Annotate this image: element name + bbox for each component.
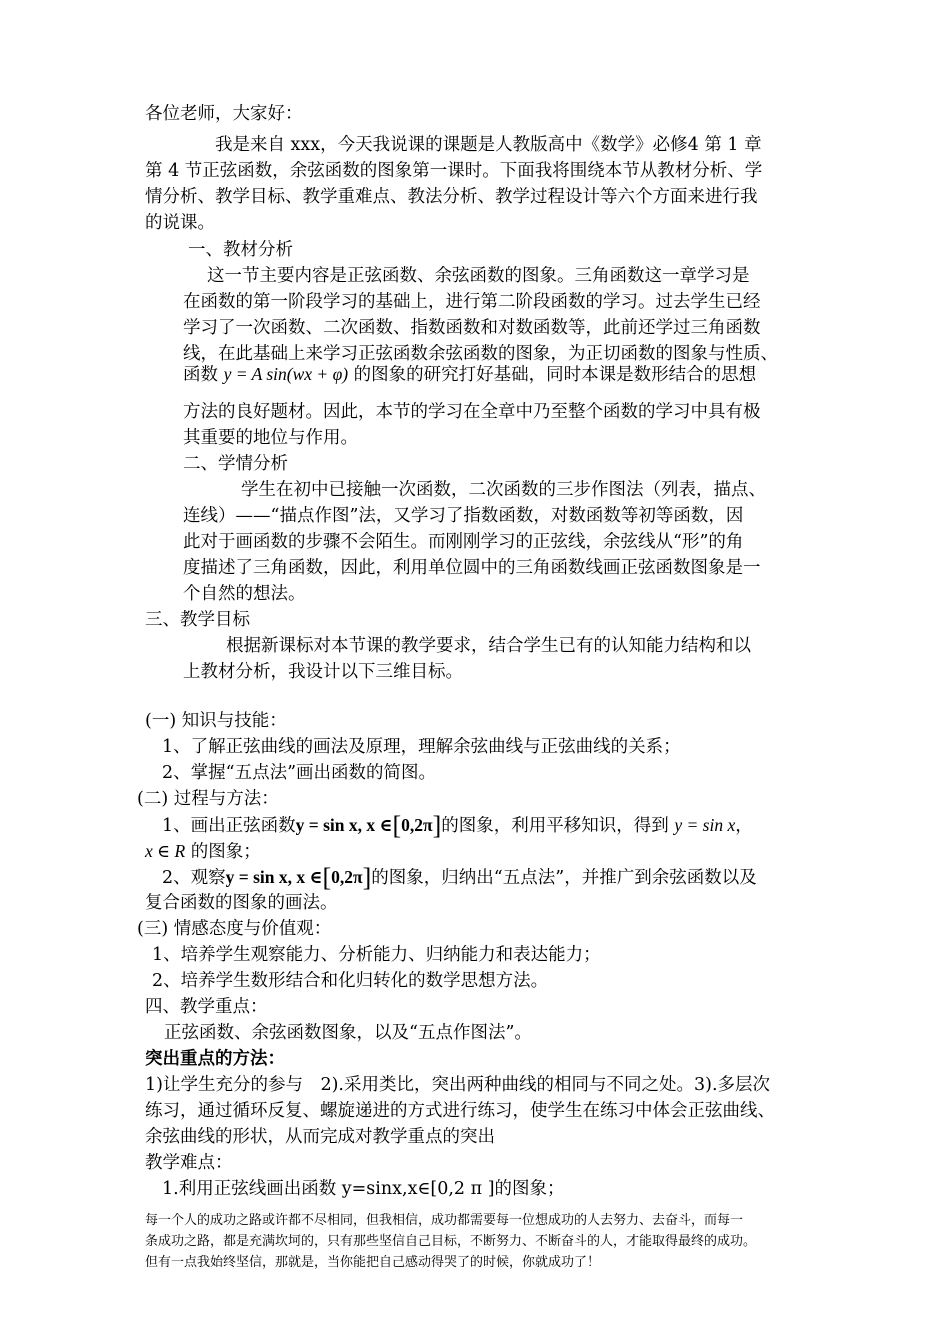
subsection-heading: (一) 知识与技能： — [145, 711, 287, 731]
formula: x ∈ R — [145, 841, 186, 861]
footer-line: 每一个人的成功之路或许都不尽相同，但我相信，成功都需要每一位想成功的人去努力、去奋斗，而每一 — [145, 1213, 744, 1228]
paragraph-line: 其重要的地位与作用。 — [183, 428, 358, 448]
paragraph-line: 连线）——“描点作图”法，又学习了指数函数，对数函数等初等函数，因 — [183, 506, 744, 526]
list-item: 1.利用正弦线画出函数 y=sinx,x∈[0,2 π ]的图象； — [162, 1179, 565, 1199]
paragraph-line: 这一节主要内容是正弦函数、余弦函数的图象。三角函数这一章学习是 — [207, 266, 750, 286]
paragraph-line-with-formula: 函数 y = A sin(wx + φ) 的图象的研究打好基础，同时本课是数形结合的思想 — [183, 364, 757, 385]
intro-line: 的说课。 — [145, 213, 215, 233]
list-item-continuation: 复合函数的图象的画法。 — [145, 893, 338, 913]
interval: 0,2π — [331, 867, 363, 887]
intro-line: 第 4 节正弦函数，余弦函数的图象第一课时。下面我将围绕本节从教材分析、学 — [145, 161, 763, 181]
formula: y = sin x, x ∈ — [295, 815, 393, 835]
paragraph-line: 在函数的第一阶段学习的基础上，进行第二阶段函数的学习。过去学生已经 — [183, 292, 761, 312]
list-item: 2、掌握“五点法”画出函数的简图。 — [162, 763, 437, 783]
paragraph-line: 余弦曲线的形状，从而完成对教学重点的突出 — [145, 1127, 495, 1147]
paragraph-line: 学习了一次函数、二次函数、指数函数和对数函数等，此前还学过三角函数 — [183, 318, 761, 338]
paragraph-line: 1)让学生充分的参与 2).采用类比，突出两种曲线的相同与不同之处。3).多层次 — [145, 1075, 771, 1095]
formula: y = sin x, x ∈ — [225, 867, 323, 887]
section-heading: 三、教学目标 — [145, 610, 250, 630]
paragraph-line: 方法的良好题材。因此，本节的学习在全章中乃至整个函数的学习中具有极 — [183, 402, 761, 422]
paragraph-line: 学生在初中已接触一次函数，二次函数的三步作图法（列表，描点、 — [241, 480, 766, 500]
paragraph-line: 正弦函数、余弦函数图象，以及“五点作图法”。 — [164, 1023, 532, 1043]
paragraph-line: 练习，通过循环反复、螺旋递进的方式进行练习，使学生在练习中体会正弦曲线、 — [145, 1101, 775, 1121]
list-item: 1、了解正弦曲线的画法及原理，理解余弦曲线与正弦曲线的关系； — [162, 737, 681, 757]
bold-heading: 突出重点的方法： — [145, 1049, 285, 1069]
subsection-heading: (二) 过程与方法： — [137, 789, 279, 809]
list-item: 2、培养学生数形结合和化归转化的数学思想方法。 — [152, 971, 549, 991]
list-item-continuation: x ∈ R 的图象； — [145, 841, 261, 862]
paragraph-line: 此对于画函数的步骤不会陌生。而刚刚学习的正弦线，余弦线从“形”的角 — [183, 532, 744, 552]
footer-line: 但有一点我始终坚信，那就是，当你能把自己感动得哭了的时候，你就成功了！ — [145, 1255, 601, 1270]
paragraph-line: 上教材分析，我设计以下三维目标。 — [183, 662, 463, 682]
footer-line: 条成功之路，都是充满坎坷的，只有那些坚信自己目标，不断努力、不断奋斗的人，才能取得最终的成功。 — [145, 1234, 757, 1249]
footer-quote — [145, 1210, 817, 1273]
paragraph-line: 线，在此基础上来学习正弦函数余弦函数的图象，为正切函数的图象与性质、 — [183, 344, 778, 364]
interval: 0,2π — [401, 815, 433, 835]
greeting: 各位老师，大家好： — [145, 104, 303, 124]
formula: y = A sin(wx + φ) — [223, 364, 349, 384]
paragraph-line: 度描述了三角函数，因此，利用单位圆中的三角函数线画正弦函数图象是一 — [183, 558, 761, 578]
intro-line: 我是来自 xxx，今天我说课的课题是人教版高中《数学》必修4 第 1 章 — [215, 135, 762, 155]
paragraph-line: 根据新课标对本节课的教学要求，结合学生已有的认知能力结构和以 — [226, 636, 751, 656]
section-heading: 二、学情分析 — [183, 454, 288, 474]
section-heading: 教学难点： — [145, 1153, 233, 1173]
list-item: 1、培养学生观察能力、分析能力、归纳能力和表达能力； — [152, 945, 601, 965]
section-heading: 四、教学重点： — [145, 997, 268, 1017]
section-heading: 一、教材分析 — [188, 240, 293, 260]
intro-line: 情分析、教学目标、教学重难点、教法分析、教学过程设计等六个方面来进行我 — [145, 187, 758, 207]
paragraph-line: 个自然的想法。 — [183, 584, 306, 604]
list-item-with-formula: 2、观察y = sin x, x ∈[0,2π]的图象，归纳出“五点法”，并推广到余弦函数以及 — [162, 863, 757, 892]
subsection-heading: (三) 情感态度与价值观： — [137, 919, 332, 939]
formula: y = sin x — [674, 815, 736, 835]
list-item-with-formula: 1、画出正弦函数y = sin x, x ∈[0,2π]的图象，利用平移知识，得到 y = sin x， — [162, 811, 753, 840]
